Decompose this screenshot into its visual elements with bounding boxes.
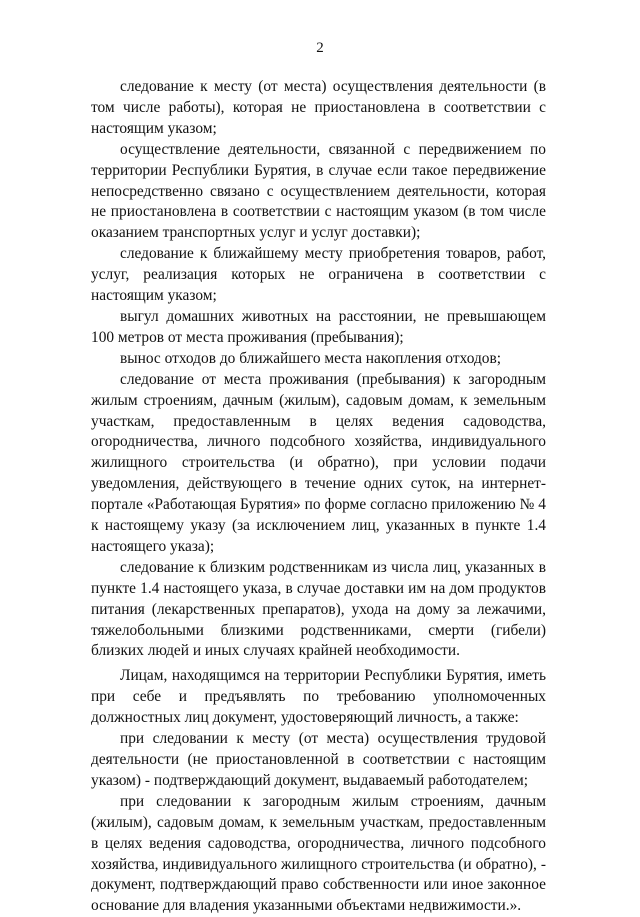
paragraph-5: вынос отходов до ближайшего места накопления отходов; <box>120 349 502 367</box>
document-body <box>91 77 546 917</box>
paragraph-4: выгул домашних животных на расстоянии, не превышающем 100 метров от места проживания (пребывания); <box>91 307 546 346</box>
paragraph-8: Лицам, находящимся на территории Республики Бурятия, иметь при себе и предъявлять по требованию уполномоченных должностных лиц документ, удостоверяющий личность, а также: <box>91 667 546 727</box>
paragraph-3: следование к ближайшему месту приобретения товаров, работ, услуг, реализация которых не ограничена в соответствии с настоящим указом; <box>91 245 546 305</box>
paragraph-1: следование к месту (от места) осуществления деятельности (в том числе работы), которая не приостановлена в соответствии с настоящим указом; <box>91 78 546 137</box>
paragraph-2: осуществление деятельности, связанной с передвижением по территории Республики Бурятия, в случае если такое передвижение непосредственно связано с осуществлением деятельности, которая не приостановлена в соответствии с настоящим указом (в том числе оказанием транспортных услуг и услуг доставки); <box>91 140 546 242</box>
paragraph-10: при следовании к загородным жилым строениям, дачным (жилым), садовым домам, к земельным участкам, предоставленным в целях ведения садоводства, огородничества, личного подсобного хозяйства, индивидуального жилищного строительства (и обратно), - документ, подтверждающий право собственности или иное законное основание для владения указанными объектами недвижимости.». <box>91 792 546 915</box>
paragraph-6: следование от места проживания (пребывания) к загородным жилым строениям, дачным (жилым), садовым домам, к земельным участкам, предоставленным в целях ведения садоводства, огородничества, личного подсобного хозяйства, индивидуального жилищного строительства (и обратно), при условии подачи уведомления, действующего в течение одних суток, на интернет-портале «Работающая Бурятия» по форме согласно приложению № 4 к настоящему указу (за исключением лиц, указанных в пункте 1.4 настоящего указа); <box>91 370 546 555</box>
paragraph-7: следование к близким родственникам из числа лиц, указанных в пункте 1.4 настоящего указа, в случае доставки им на дом продуктов питания (лекарственных препаратов), ухода на дому за лежачими, тяжелобольными близкими родственниками, смерти (гибели) близких людей и иных случаях крайней необходимости. <box>91 558 546 660</box>
paragraph-9: при следовании к месту (от места) осуществления трудовой деятельности (не приостановленной в соответствии с настоящим указом) - подтверждающий документ, выдаваемый работодателем; <box>91 730 546 789</box>
page-number: 2 <box>316 40 324 56</box>
